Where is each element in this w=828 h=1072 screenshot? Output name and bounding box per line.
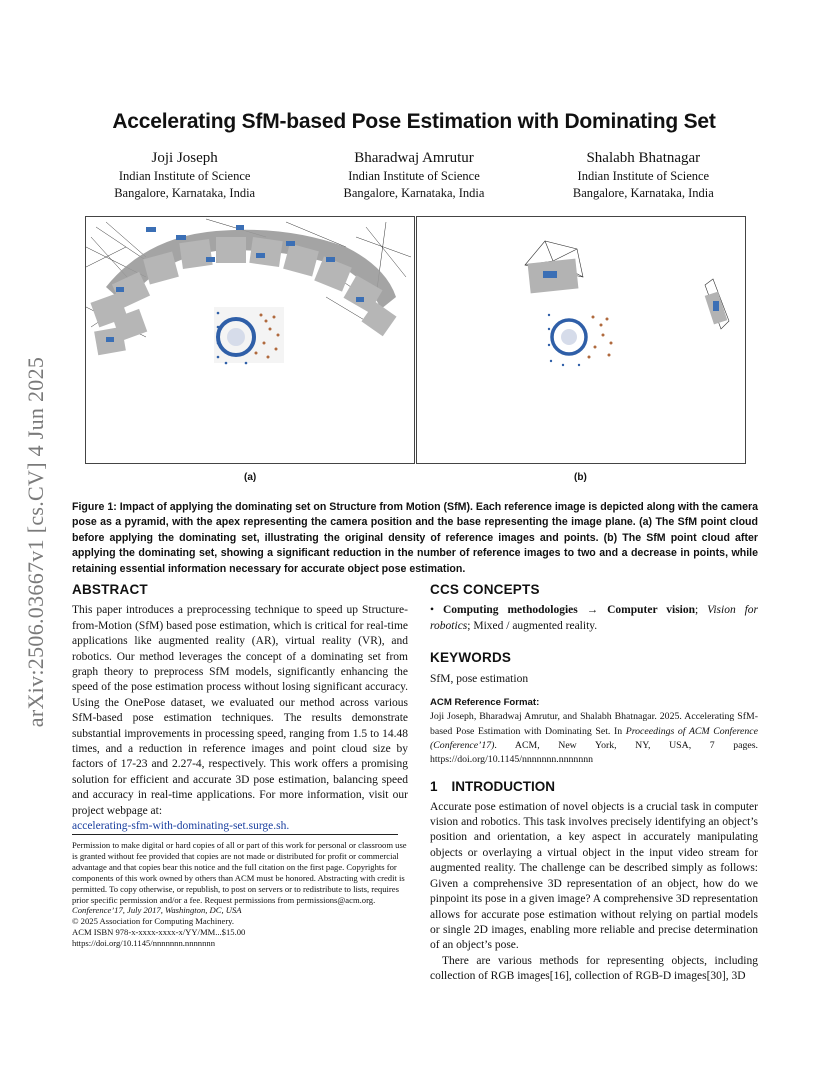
intro-heading — [430, 779, 758, 794]
ccs-separator: ; — [695, 604, 699, 617]
author-name: Bharadwaj Amrutur — [354, 150, 474, 166]
author-block — [70, 148, 758, 202]
abstract-heading: ABSTRACT — [72, 582, 148, 597]
figure-sublabel-a: (a) — [244, 472, 257, 483]
author-name: Shalabh Bhatnagar — [586, 150, 701, 166]
intro-paragraph-1: Accurate pose estimation of novel objects is a crucial task in computer vision and robotics. This task involves precisely identifying an object’s position and orientation, a key aspect in accurately manipulating objects or overlaying a virtual object in the input video stream for augmented reality. The challenge can be described simply as follows: Given a comprehensive 3D representation of an object, how do we pinpoint its pose in a given image? A comprehensive 3D representation allows for accurate pose estimation without relying on partial models or single 2D images, enabling more reliable and precise determination of an object’s pose. — [430, 800, 758, 952]
author-1 — [70, 148, 299, 202]
permission-text: Permission to make digital or hard copies of all or part of this work for personal or classroom use is granted without fee provided that copies are not made or distributed for profit or commercial advantage and that copies bear this notice and the full citation on the first page. Copyrights for components of this work owned by others than ACM must be honored. Abstracting with credit is permitted. To copy otherwise, or republish, to post on servers or to redistribute to lists, requires prior specific permission and/or a fee. Request permissions from permissions@acm.org. — [72, 840, 407, 905]
footnote-rule — [72, 834, 398, 835]
ccs-concept: Computing methodologies — [442, 604, 578, 617]
conference-line: Conference’17, July 2017, Washington, DC, USA — [72, 905, 242, 916]
ccs-concepts — [430, 603, 758, 634]
bullet: • — [430, 604, 435, 617]
ccs-heading: CCS CONCEPTS — [430, 582, 540, 597]
ccs-concept: Computer vision — [607, 604, 696, 617]
acm-reference — [430, 710, 758, 767]
ref-part: . ACM, New York, NY, USA, 7 pages. https://doi.org/10.1145/nnnnnnn.nnnnnnn — [430, 739, 758, 766]
ccs-rest: ; Mixed / augmented reality. — [467, 619, 598, 632]
keywords-text: SfM, pose estimation — [430, 672, 529, 685]
point-cloud-object — [214, 307, 284, 364]
ref-part: Joji Joseph, Bharadwaj Amrutur, and Shalabh Bhatnagar. 2025. Accelerating SfM-based Pose Estimation with Dominating Set. In — [430, 711, 758, 737]
project-link[interactable]: accelerating-sfm-with-dominating-set.surge.sh. — [72, 820, 290, 833]
permission-footnote — [72, 840, 408, 949]
author-affiliation: Indian Institute of Science — [577, 169, 710, 183]
isbn-line: ACM ISBN 978-x-xxxx-xxxx-x/YY/MM...$15.00 — [72, 927, 246, 938]
sfm-point-cloud-reduced — [417, 217, 745, 463]
right-column — [430, 582, 758, 985]
author-3 — [529, 148, 758, 202]
figure-panel-b — [416, 216, 746, 464]
figure-sublabel-b: (b) — [574, 472, 587, 483]
author-2 — [299, 148, 528, 202]
keywords-heading: KEYWORDS — [430, 650, 512, 666]
point-cloud-object — [548, 314, 613, 366]
left-column — [72, 582, 408, 835]
arrow-icon: → — [586, 604, 599, 617]
intro-paragraph-2: There are various methods for representing objects, including collection of RGB images[16], collection of RGB-D images[30], 3D — [430, 954, 758, 983]
author-name: Joji Joseph — [151, 150, 218, 166]
paper-title: Accelerating SfM-based Pose Estimation with Dominating Set — [112, 110, 716, 133]
author-location: Bangalore, Karnataka, India — [114, 186, 256, 200]
abstract-text — [72, 603, 408, 834]
sfm-point-cloud-dense — [86, 217, 414, 463]
section-number: 1 — [430, 779, 438, 795]
copyright-line: © 2025 Association for Computing Machinery. — [72, 916, 235, 927]
ccs-concept: Vision for robotics — [430, 604, 759, 632]
acm-ref-heading: ACM Reference Format: — [430, 697, 540, 709]
ref-venue: Proceedings of ACM Conference (Conference’17) — [430, 725, 758, 751]
author-location: Bangalore, Karnataka, India — [343, 186, 485, 200]
figure-panel-a — [85, 216, 415, 464]
author-location: Bangalore, Karnataka, India — [572, 186, 714, 200]
figure-caption: Figure 1: Impact of applying the dominating set on Structure from Motion (SfM). Each reference image is depicted along with the camera pose as a pyramid, with the apex representing the camera position and the base representing the image plane. (a) The SfM point cloud before applying the dominating set, illustrating the original density of reference images and points. (b) The SfM point cloud after applying the dominating set, showing a significant reduction in the number of reference images to two and a decrease in points, while retaining essential information necessary for accurate object pose estimation. — [72, 501, 758, 575]
abstract-body: This paper introduces a preprocessing technique to speed up Structure-from-Motion (SfM) based pose estimation, which is critical for real-time applications like augmented reality (AR), virtual reality (VR), and robotics. Our method leverages the concept of a dominating set from graph theory to preprocess SfM models, significantly enhancing the speed of the pose estimation process without losing significant accuracy. Using the OnePose dataset, we evaluated our method across various SfM-based pose estimation techniques. The results demonstrate substantial improvements in processing speed, ranging from 1.5 to 14.48 times, and a reduction in reference images and point cloud size by factors of 17-23 and 2.27-4, respectively. This work offers a promising solution for efficient and accurate 3D pose estimation, balancing speed and accuracy in real-time applications. For more information, visit our project webpage at: — [72, 604, 408, 817]
section-title: INTRODUCTION — [451, 779, 556, 795]
figure-1 — [85, 216, 744, 464]
doi-line: https://doi.org/10.1145/nnnnnnn.nnnnnnn — [72, 938, 215, 949]
author-affiliation: Indian Institute of Science — [348, 169, 480, 183]
arxiv-stamp: arXiv:2506.03667v1 [cs.CV] 4 Jun 2025 — [23, 356, 48, 728]
author-affiliation: Indian Institute of Science — [118, 169, 251, 183]
